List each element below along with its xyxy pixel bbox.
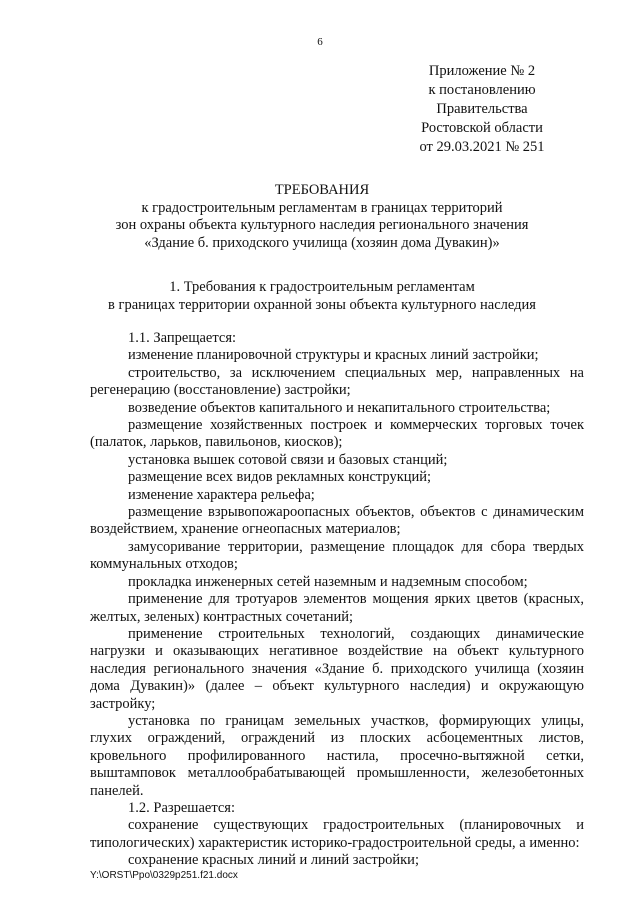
appendix-line: от 29.03.2021 № 251 (419, 139, 545, 155)
appendix-line: Приложение № 2 (428, 63, 536, 79)
list-item: применение строительных технологий, создающих динамические нагрузки и оказывающих негативное воздействие на объект культурного наследия регионального значения «Здание б. приходского училища (хозяин дома Дувакин)» (далее – объект культурного наследия) и окружающую застройку; (90, 625, 584, 712)
title-line: «Здание б. приходского училища (хозяин дома Дувакин)» (144, 234, 500, 251)
section-heading (60, 279, 584, 314)
list-item: прокладка инженерных сетей наземным и надземным способом; (128, 573, 528, 590)
title-line: к градостроительным регламентам в границах территорий (141, 199, 503, 216)
appendix-line: Ростовской области (421, 120, 543, 136)
list-item: установка вышек сотовой связи и базовых станций; (128, 451, 448, 468)
file-path-footer: Y:\ORST\Ppo\0329p251.f21.docx (90, 870, 238, 881)
list-item: размещение взрывопожароопасных объектов, объектов с динамическим воздействием, хранение огнеопасных материалов; (90, 504, 584, 538)
clause-heading: 1.1. Запрещается: (128, 330, 237, 346)
list-item: сохранение красных линий и линий застройки; (128, 852, 419, 869)
page-number: 6 (317, 36, 323, 48)
list-item: строительство, за исключением специальных мер, направленных на регенерацию (восстановление) застройки; (90, 364, 584, 399)
clause-heading: 1.2. Разрешается: (128, 799, 235, 816)
appendix-line: к постановлению (428, 82, 536, 98)
section-heading-line: 1. Требования к градостроительным регламентам (169, 279, 475, 295)
section-heading-line: в границах территории охранной зоны объекта культурного наследия (108, 296, 536, 313)
list-item: применение для тротуаров элементов мощения ярких цветов (красных, желтых, зеленых) контрастных сочетаний; (90, 591, 584, 625)
appendix-block (382, 62, 582, 157)
list-item: установка по границам земельных участков, формирующих улицы, глухих ограждений, ограждений из плоских асбоцементных листов, кровельного профилированного настила, просечно-вытяжной сетки, выштамповок металлообрабатывающей промышленности, железобетонных панелей. (90, 712, 584, 799)
document-body (90, 330, 584, 870)
document-title (60, 182, 584, 252)
title-line: зон охраны объекта культурного наследия регионального значения (115, 217, 529, 233)
list-item: сохранение существующих градостроительных (планировочных и типологических) характеристик историко-градостроительной среды, а именно: (90, 817, 584, 851)
list-item: размещение всех видов рекламных конструкций; (128, 469, 432, 486)
list-item: изменение планировочной структуры и красных линий застройки; (128, 347, 539, 364)
list-item: изменение характера рельефа; (128, 486, 315, 503)
appendix-line: Правительства (436, 101, 528, 117)
list-item: размещение хозяйственных построек и коммерческих торговых точек (палаток, ларьков, павильонов, киосков); (90, 417, 584, 451)
title-heading: ТРЕБОВАНИЯ (274, 182, 370, 198)
list-item: возведение объектов капитального и некапитального строительства; (128, 399, 551, 416)
list-item: замусоривание территории, размещение площадок для сбора твердых коммунальных отходов; (90, 538, 584, 573)
